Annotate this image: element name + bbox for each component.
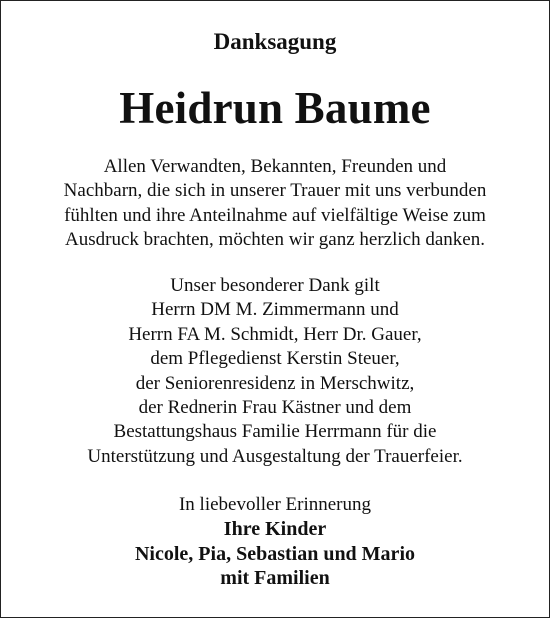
thanks-line: Unser besonderer Dank gilt [170,275,380,296]
thanks-line: Herrn DM M. Zimmermann und [151,299,399,321]
signature-line: mit Familien [220,567,330,590]
intro-line: Nachbarn, die sich in unserer Trauer mit uns verbunden [63,180,487,202]
thanks-line: Bestattungshaus Familie Herrmann für die [113,421,437,443]
signature-line: Ihre Kinder [223,518,327,541]
signature-line: Nicole, Pia, Sebastian und Mario [134,542,415,565]
thanks-paragraph [1,274,549,469]
intro-line: Ausdruck brachten, möchten wir ganz herzlich danken. [65,229,485,251]
closing-line: In liebevoller Erinnerung [178,494,372,515]
intro-paragraph [1,155,549,253]
intro-line: Allen Verwandten, Bekannten, Freunden und [103,156,447,177]
thanks-line: der Rednerin Frau Kästner und dem [138,397,412,419]
thanks-line: der Seniorenresidenz in Merschwitz, [135,372,415,394]
closing-block [1,493,549,591]
deceased-name: Heidrun Baume [119,83,431,133]
thanks-line: dem Pflegedienst Kerstin Steuer, [150,348,400,370]
notice-heading: Danksagung [213,29,337,54]
intro-line: fühlten und ihre Anteilnahme auf vielfältige Weise zum [64,204,486,226]
thanks-line: Unterstützung und Ausgestaltung der Trauerfeier. [87,445,463,467]
thanks-line: Herrn FA M. Schmidt, Herr Dr. Gauer, [128,323,422,345]
